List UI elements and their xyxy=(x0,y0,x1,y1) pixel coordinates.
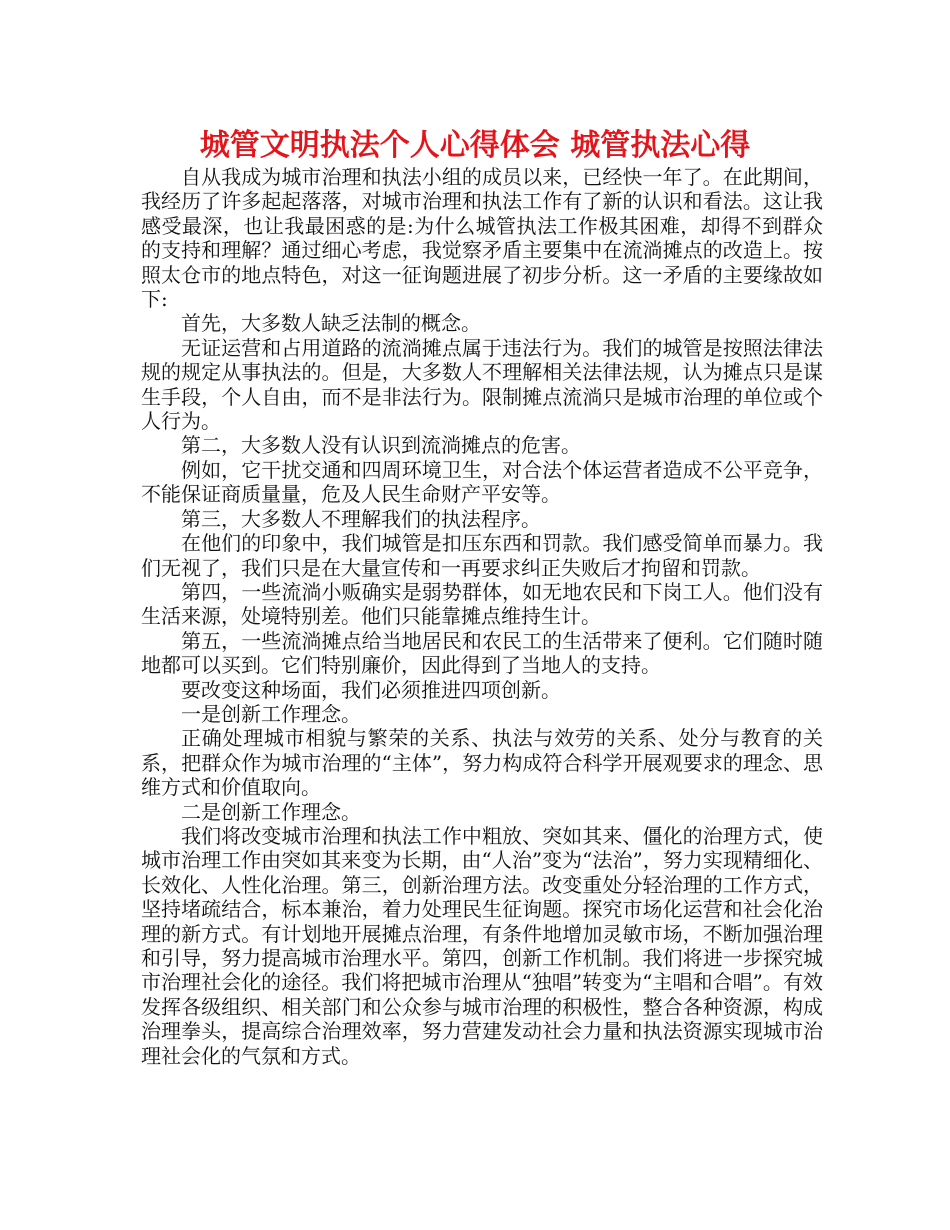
paragraph: 第二，大多数人没有认识到流淌摊点的危害。 xyxy=(181,433,581,458)
document-title: 城管文明执法个人心得体会 城管执法心得 xyxy=(199,128,751,163)
paragraph: 自从我成为城市治理和执法小组的成员以来，已经快一年了。在此期间，我经历了许多起起落落，对城市治理和执法工作有了新的认识和看法。这让我感受最深，也让我最困惑的是:为什么城管执法工作极其困难，却得不到群众的支持和理解？通过细心考虑，我觉察矛盾主要集中在流淌摊点的改造上。按照太仓市的地点特色，对这一征询题进展了初步分析。这一矛盾的主要缘故如下: xyxy=(141,165,823,312)
paragraph: 二是创新工作理念。 xyxy=(181,799,361,824)
paragraph: 首先，大多数人缺乏法制的概念。 xyxy=(181,311,481,336)
paragraph: 第四，一些流淌小贩确实是弱势群体，如无地农民和下岗工人。他们没有生活来源，处境特别差。他们只能靠摊点维持生计。 xyxy=(141,579,823,629)
paragraph: 无证运营和占用道路的流淌摊点属于违法行为。我们的城管是按照法律法规的规定从事执法的。但是，大多数人不理解相关法律法规，认为摊点只是谋生手段，个人自由，而不是非法行为。限制摊点流淌只是城市治理的单位或个人行为。 xyxy=(141,335,823,434)
paragraph: 一是创新工作理念。 xyxy=(181,701,361,726)
paragraph: 第五，一些流淌摊点给当地居民和农民工的生活带来了便利。它们随时随地都可以买到。它们特别廉价，因此得到了当地人的支持。 xyxy=(141,628,823,678)
paragraph: 例如，它干扰交通和四周环境卫生，对合法个体运营者造成不公平竞争，不能保证商质量量，危及人民生命财产平安等。 xyxy=(141,457,823,507)
document-body xyxy=(141,165,823,1068)
paragraph: 在他们的印象中，我们城管是扣压东西和罚款。我们感受简单而暴力。我们无视了，我们只是在大量宣传和一再要求纠正失败后才拘留和罚款。 xyxy=(141,531,823,580)
paragraph: 第三，大多数人不理解我们的执法程序。 xyxy=(181,506,541,531)
paragraph: 要改变这种场面，我们必须推进四项创新。 xyxy=(181,677,561,702)
paragraph: 我们将改变城市治理和执法工作中粗放、突如其来、僵化的治理方式，使城市治理工作由突如其来变为长期，由“人治”变为“法治”，努力实现精细化、长效化、人性化治理。第三，创新治理方法。改变重处分轻治理的工作方式，坚持堵疏结合，标本兼治，着力处理民生征询题。探究市场化运营和社会化治理的新方式。有计划地开展摊点治理，有条件地增加灵敏市场，不断加强治理和引导，努力提高城市治理水平。第四，创新工作机制。我们将进一步探究城市治理社会化的途径。我们将把城市治理从“独唱”转变为“主唱和合唱”。有效发挥各级组织、相关部门和公众参与城市治理的积极性，整合各种资源，构成治理拳头，提高综合治理效率，努力营建发动社会力量和执法资源实现城市治理社会化的气氛和方式。 xyxy=(141,823,823,1068)
paragraph: 正确处理城市相貌与繁荣的关系、执法与效劳的关系、处分与教育的关系，把群众作为城市治理的“主体”，努力构成符合科学开展观要求的理念、思维方式和价值取向。 xyxy=(141,726,823,800)
